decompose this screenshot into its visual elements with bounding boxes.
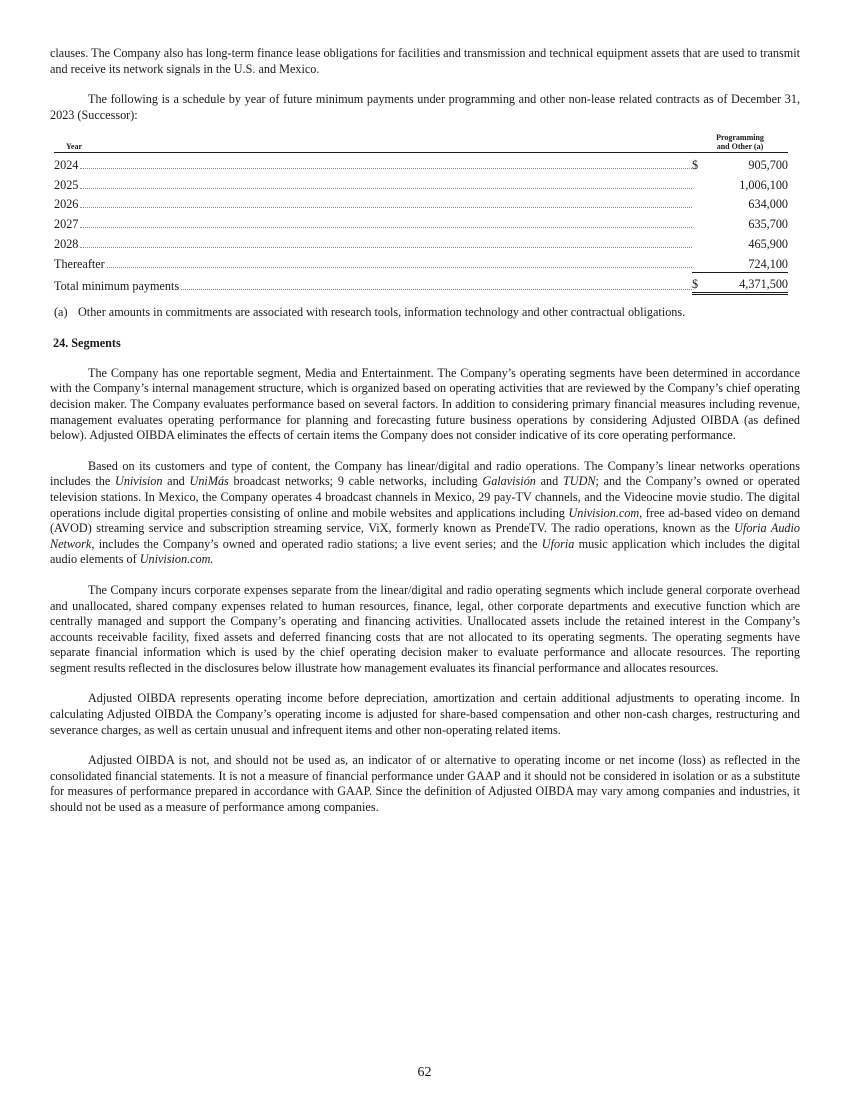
footnote-marker: (a) [54, 305, 68, 320]
table-row [54, 173, 788, 193]
total-label: Total minimum payments [54, 278, 180, 293]
brand-univision-com-2: Univision.com. [139, 552, 214, 567]
row-label: 2024 [54, 158, 79, 173]
brand-tudn: TUDN [563, 474, 596, 489]
row-label: 2025 [54, 177, 79, 192]
payments-schedule-table [54, 133, 788, 295]
brand-univision: Univision [115, 474, 163, 489]
column-header-year: Year [54, 133, 692, 153]
total-row [54, 272, 788, 294]
segments-paragraph-5: Adjusted OIBDA is not, and should not be used as, an indicator of or alternative to operating income or net income (loss) as reflected in the consolidated financial statements. It is not a measure of financial performance under GAAP and it should not be considered in isolation or as a substitute for measures of performance prepared in accordance with GAAP. Since the definition of Adjusted OIBDA may vary among companies and industries, it should not be used as a measure of performance among companies. [50, 753, 800, 815]
brand-galavision: Galavisión [482, 474, 536, 489]
total-value: 4,371,500 [708, 272, 788, 294]
row-value: 905,700 [748, 158, 788, 173]
brand-uforia: Uforia [541, 536, 575, 551]
row-label: 2027 [54, 217, 79, 232]
segments-paragraph-1: The Company has one reportable segment, Media and Entertainment. The Company’s operating segments have been determined in accordance with the Company’s internal management structure, which is organized based on operating activities that are reviewed by the Company’s chief operating decision maker. The Company evaluates performance based on several factors. In addition to considering primary financial measures including revenue, management evaluates operating performance for planning and forecasting future business operations by considering Adjusted OIBDA (as defined below). Adjusted OIBDA eliminates the effects of certain items the Company does not consider indicative of its core operating performance. [50, 365, 800, 443]
intro-paragraph-2: The following is a schedule by year of future minimum payments under programming and other non-lease related contracts as of December 31, 2023 (Successor): [50, 92, 800, 122]
table-row [54, 153, 788, 173]
section-heading: 24. Segments [53, 335, 121, 350]
row-value: 634,000 [748, 197, 788, 212]
column-header-line-1: Programming [716, 133, 764, 143]
segments-paragraph-2: Based on its customers and type of content, the Company has linear/digital and radio operations. The Company’s linear networks operations includes the Univision and UniMás broadcast networks; 9 cable networks, including Galavisión and TUDN; and the Company’s owned or operated television stations. In Mexico, the Company operates 4 broadcast channels in Mexico, 29 pay-TV channels, and the Videocine movie studio. The digital operations include digital properties consisting of online and mobile websites and applications including Univision.com, free ad-based video on demand (AVOD) streaming service and subscription streaming service, ViX, formerly known as PrendeTV. The radio operations, known as the Uforia Audio Network, includes the Company’s owned and operated radio stations; a live event series; and the Uforia music application which includes the digital audio elements of Univision.com. [50, 458, 801, 567]
table-row [54, 232, 788, 252]
footnote-text: Other amounts in commitments are associated with research tools, information technology and other contractual obligations. [78, 305, 686, 320]
page-number: 62 [417, 1065, 432, 1080]
total-currency-symbol: $ [692, 272, 708, 294]
document-page [50, 46, 800, 816]
segments-paragraph-4: Adjusted OIBDA represents operating income before depreciation, amortization and certain additional adjustments to operating income. In calculating Adjusted OIBDA the Company’s operating income is adjusted for share-based compensation and other non-cash charges, restructuring and severance charges, as well as certain unusual and infrequent items and other non-operating related items. [50, 691, 800, 737]
row-label: Thereafter [54, 257, 105, 271]
row-value: 1,006,100 [739, 177, 788, 192]
brand-uforia-audio-network: Uforia Audio Network [50, 521, 800, 551]
brand-univision-com: Univision.com, [568, 505, 643, 520]
table-row [54, 193, 788, 213]
footnote [50, 305, 800, 321]
row-label: 2028 [54, 236, 79, 251]
row-value: 465,900 [748, 236, 788, 251]
row-value: 635,700 [748, 217, 788, 232]
row-label: 2026 [54, 197, 79, 212]
column-header-programming [692, 133, 788, 153]
currency-symbol: $ [692, 158, 699, 173]
intro-paragraph-1: clauses. The Company also has long-term finance lease obligations for facilities and transmission and technical equipment assets that are used to transmit and receive its network signals in the U.S. and Mexico. [50, 46, 800, 76]
segments-paragraph-3: The Company incurs corporate expenses separate from the linear/digital and radio operating segments which include general corporate overhead and unallocated, shared company expenses related to human resources, finance, legal, other corporate departments and executive function which are centrally managed and support the Company’s operating and financing activities. Unallocated assets include the retained interest in the Company’s accounts receivable facility, fixed assets and deferred financing costs that are not allocated to its operating segments. The operating segments have separate financial information which is used by the chief operating decision maker to evaluate performance and allocate resources. The reporting segment results reflected in the disclosures below illustrate how management evaluates its financial performance and allocates resources. [50, 582, 800, 675]
table-row [54, 252, 788, 272]
column-header-line-2: and Other (a) [716, 142, 764, 152]
brand-unimas: UniMás [189, 474, 229, 489]
table-row [54, 212, 788, 232]
row-value: 724,100 [708, 252, 788, 272]
table-header-row [54, 133, 788, 153]
